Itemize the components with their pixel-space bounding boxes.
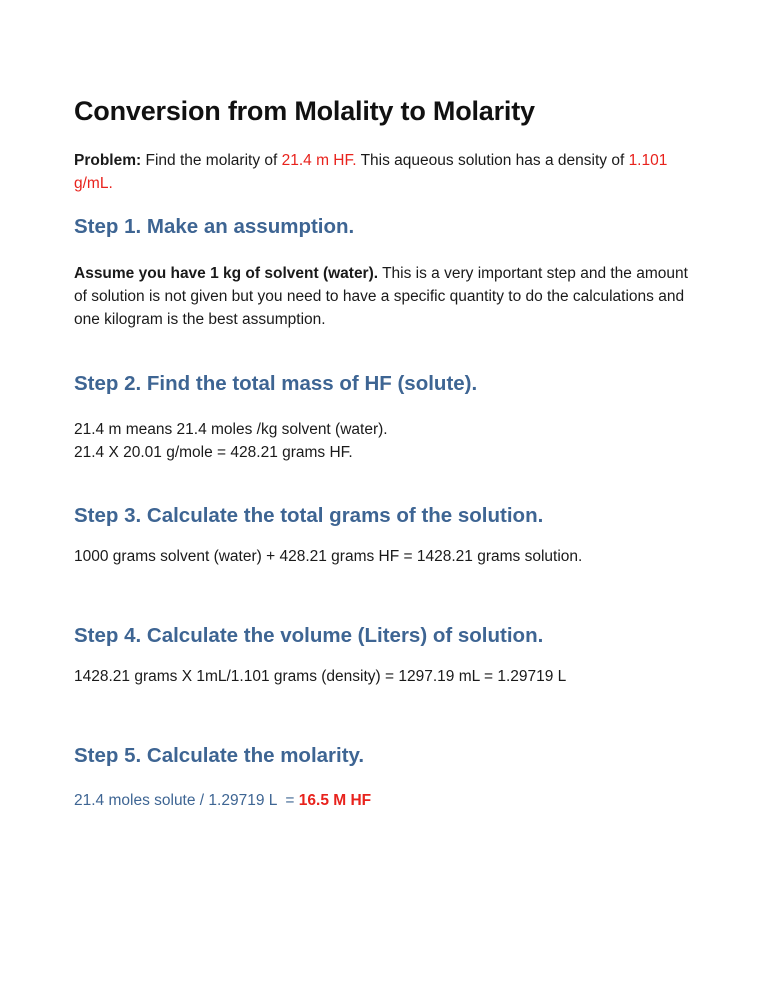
step-3-heading: Step 3. Calculate the total grams of the solution. [74,504,544,527]
step-1-body [74,262,694,331]
step-3-line-1: 1000 grams solvent (water) + 428.21 grams HF = 1428.21 grams solution. [74,548,583,565]
problem-statement [74,149,694,195]
problem-density: 1.101 g/mL. [74,152,668,192]
problem-text-1: Find the molarity of [141,152,282,169]
step-5-heading: Step 5. Calculate the molarity. [74,744,365,767]
problem-molality: 21.4 m HF. [281,152,357,169]
final-answer: 16.5 M HF [298,792,372,809]
page-title: Conversion from Molality to Molarity [74,96,535,126]
step-5-body [74,789,694,812]
step-2-line-1: 21.4 m means 21.4 moles /kg solvent (water). [74,421,388,438]
problem-label: Problem: [74,152,142,169]
step-2-line-2: 21.4 X 20.01 g/mole = 428.21 grams HF. [74,444,353,461]
problem-text-2: This aqueous solution has a density of [356,152,629,169]
step-1-heading: Step 1. Make an assumption. [74,215,355,238]
step-1-text: This is a very important step and the amount of solution is not given but you need to have a specific quantity to do the calculations and one kilogram is the best assumption. [74,265,688,328]
step-4-heading: Step 4. Calculate the volume (Liters) of solution. [74,624,544,647]
step-5-calculation: 21.4 moles solute / 1.29719 L = [74,792,299,809]
step-4-line-1: 1428.21 grams X 1mL/1.101 grams (density) = 1297.19 mL = 1.29719 L [74,668,567,685]
step-2-heading: Step 2. Find the total mass of HF (solute). [74,372,478,395]
step-1-assumption: Assume you have 1 kg of solvent (water). [74,265,379,282]
